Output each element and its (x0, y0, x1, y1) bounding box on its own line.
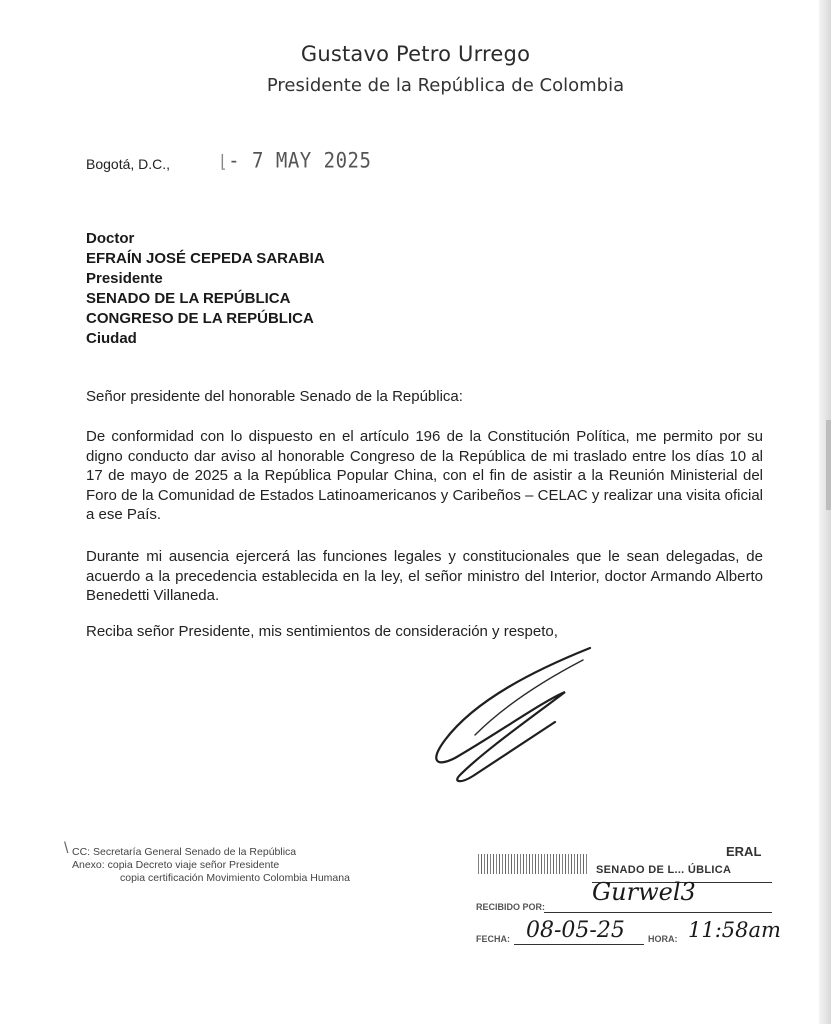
received-by-line (544, 912, 772, 913)
addressee-line: Presidente (86, 270, 163, 287)
addressee-line: Ciudad (86, 330, 137, 347)
cc-line: CC: Secretaría General Senado de la República (72, 846, 297, 858)
cc-block (64, 840, 350, 885)
page-edge-shade (826, 420, 831, 510)
annex-line: Anexo: copia Decreto viaje señor Presidente (72, 859, 280, 871)
closing: Reciba señor Presidente, mis sentimientos de consideración y respeto, (86, 623, 558, 640)
signature (415, 640, 605, 790)
date-stamp: ⌊- 7 MAY 2025 (218, 148, 372, 174)
barcode (478, 854, 588, 874)
addressee-line: EFRAÍN JOSÉ CEPEDA SARABIA (86, 250, 325, 267)
paragraph-2: Durante mi ausencia ejercerá las funciones legales y constitucionales que le sean delegadas, de acuerdo a la precedencia establecida en la ley, el señor ministro del Interior, doctor Armando Alberto Benedetti Villaneda. (86, 548, 763, 604)
received-by-handwriting: Gurwel3 (592, 878, 696, 906)
page-edge (819, 0, 831, 1024)
dateline-place: Bogotá, D.C., (86, 156, 171, 172)
date-stamp-text: - 7 MAY 2025 (228, 148, 372, 174)
date-line (514, 944, 644, 945)
paragraph-1: De conformidad con lo dispuesto en el artículo 196 de la Constitución Política, me permito por su digno conducto dar aviso al honorable Congreso de la República de mi traslado entre los días 10 al 17 de mayo de 2025 a la República Popular China, con el fin de asistir a la Reunión Ministerial del Foro de la Comunidad de Estados Latinoamericanos y Caribeños – CELAC y realizar una visita oficial a ese País. (86, 428, 763, 523)
stamp-office: ERAL (726, 844, 762, 859)
received-by-label: RECIBIDO POR: (476, 902, 546, 912)
addressee-block (86, 229, 325, 349)
salutation: Señor presidente del honorable Senado de la República: (86, 388, 463, 405)
addressee-line: SENADO DE LA REPÚBLICA (86, 290, 291, 307)
letterhead-title: Presidente de la República de Colombia (266, 75, 625, 96)
date-label: FECHA: (476, 934, 510, 944)
addressee-line: Doctor (86, 230, 135, 247)
time-label: HORA: (648, 934, 678, 944)
cc-tick-mark: \ (64, 840, 69, 857)
addressee-line: CONGRESO DE LA REPÚBLICA (86, 310, 314, 327)
stamp-office-sub: SENADO DE L... ÚBLICA (596, 864, 732, 876)
annex-line: copia certificación Movimiento Colombia Humana (120, 872, 350, 884)
received-time-handwriting: 11:58am (688, 918, 781, 942)
received-stamp (474, 842, 794, 952)
letterhead-name: Gustavo Petro Urrego (300, 42, 531, 66)
received-date-handwriting: 08-05-25 (526, 918, 625, 943)
